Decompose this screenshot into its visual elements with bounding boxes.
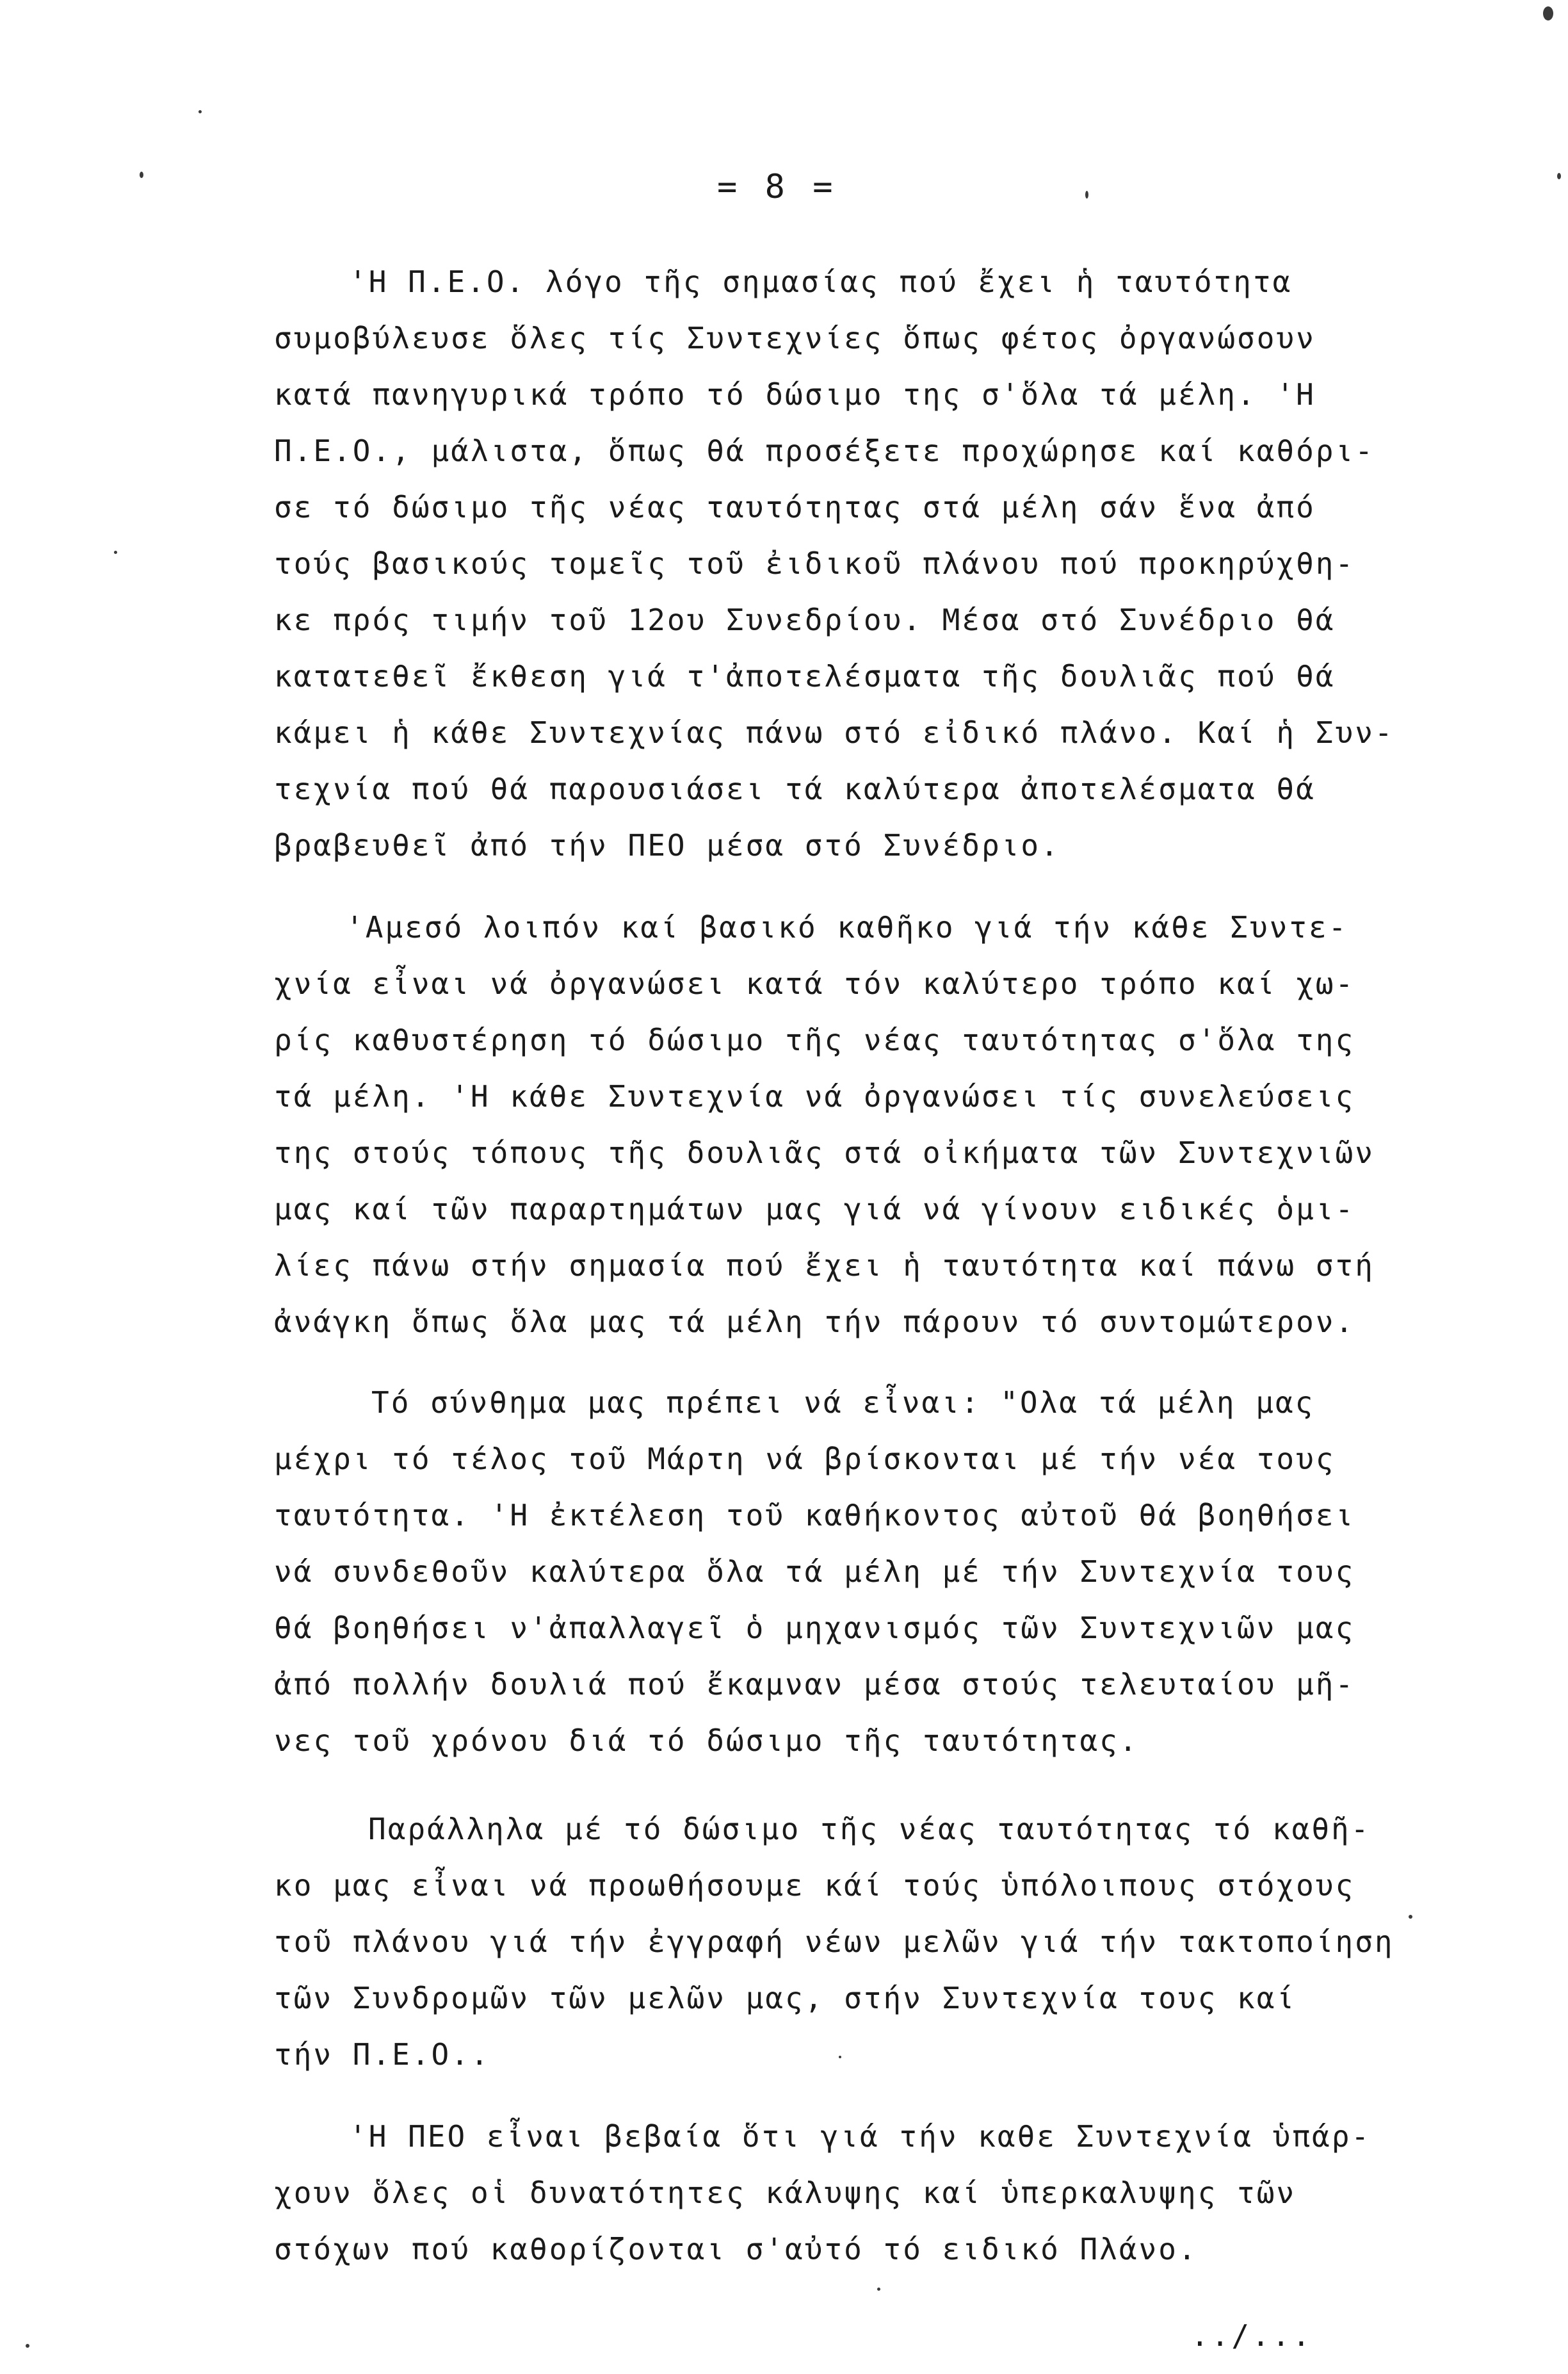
page-number: = 8 = — [717, 168, 837, 206]
text-line: 'Η ΠΕΟ εἶναι βεβαία ὅτι γιά τήν καθε Συντεχνία ὑπάρ- — [349, 2119, 1371, 2154]
scan-speck — [26, 2344, 29, 2348]
text-line: νες τοῦ χρόνου διά τό δώσιμο τῆς ταυτότητας. — [274, 1723, 1139, 1758]
text-line: ρίς καθυστέρηση τό δώσιμο τῆς νέας ταυτότητας σ'ὅλα της — [274, 1023, 1355, 1057]
text-line: μέχρι τό τέλος τοῦ Μάρτη νά βρίσκονται μέ τήν νέα τους — [274, 1442, 1336, 1476]
text-line: ταυτότητα. 'Η ἐκτέλεση τοῦ καθήκοντος αὐτοῦ θά βοηθήσει — [274, 1498, 1355, 1533]
text-line: της στούς τόπους τῆς δουλιᾶς στά οἰκήματα τῶν Συντεχνιῶν — [274, 1135, 1375, 1170]
scan-speck — [877, 2288, 880, 2291]
text-line: βραβευθεῖ ἀπό τήν ΠΕΟ μέσα στό Συνέδριο. — [274, 828, 1060, 863]
text-line: Τό σύνθημα μας πρέπει νά εἶναι: "Ολα τά μέλη μας — [371, 1385, 1315, 1420]
text-line: κάμει ἡ κάθε Συντεχνίας πάνω στό εἰδικό πλάνο. Καί ἡ Συν- — [274, 715, 1394, 750]
text-line: ἀπό πολλήν δουλιά πού ἔκαμναν μέσα στούς τελευταίου μῆ- — [274, 1667, 1355, 1702]
text-line: κο μας εἶναι νά προωθήσουμε κάί τούς ὑπόλοιπους στόχους — [274, 1868, 1355, 1903]
text-line: Παράλληλα μέ τό δώσιμο τῆς νέας ταυτότητας τό καθῆ- — [368, 1812, 1371, 1846]
text-line: συμοβύλευσε ὅλες τίς Συντεχνίες ὅπως φέτος ὀργανώσουν — [274, 321, 1316, 355]
scan-speck — [1543, 6, 1553, 20]
scan-speck — [839, 2056, 841, 2058]
text-line: χνία εἶναι νά ὀργανώσει κατά τόν καλύτερο τρόπο καί χω- — [274, 966, 1355, 1001]
text-line: τοῦ πλάνου γιά τήν ἐγγραφή νέων μελῶν γιά τήν τακτοποίηση — [274, 1924, 1394, 1959]
text-line: χουν ὅλες οἱ δυνατότητες κάλυψης καί ὑπερκαλυψης τῶν — [274, 2175, 1297, 2210]
scan-speck — [140, 172, 143, 178]
text-line: μας καί τῶν παραρτημάτων μας γιά νά γίνουν ειδικές ὁμι- — [274, 1192, 1355, 1226]
text-line: κατατεθεῖ ἔκθεση γιά τ'ἀποτελέσματα τῆς δουλιᾶς πού θά — [274, 659, 1336, 694]
text-line: κατά πανηγυρικά τρόπο τό δώσιμο της σ'ὅλα τά μέλη. 'Η — [274, 377, 1316, 412]
text-line: τούς βασικούς τομεῖς τοῦ ἐιδικοῦ πλάνου πού προκηρύχθη- — [274, 546, 1355, 581]
text-line: τεχνία πού θά παρουσιάσει τά καλύτερα ἀποτελέσματα θά — [274, 772, 1316, 806]
text-line: λίες πάνω στήν σημασία πού ἔχει ἡ ταυτότητα καί πάνω στή — [274, 1248, 1375, 1283]
scan-speck — [1557, 173, 1561, 179]
text-line: θά βοηθήσει ν'ἀπαλλαγεῖ ὁ μηχανισμός τῶν Συντεχνιῶν μας — [274, 1611, 1355, 1645]
continuation-mark: ../... — [1191, 2318, 1313, 2353]
text-line: κε πρός τιμήν τοῦ 12ου Συνεδρίου. Μέσα στό Συνέδριο θά — [274, 603, 1336, 637]
text-line: τήν Π.Ε.Ο.. — [274, 2037, 490, 2072]
text-line: τῶν Συνδρομῶν τῶν μελῶν μας, στήν Συντεχνία τους καί — [274, 1981, 1297, 2015]
text-line: ἀνάγκη ὅπως ὅλα μας τά μέλη τήν πάρουν τό συντομώτερον. — [274, 1305, 1355, 1339]
text-line: 'Αμεσό λοιπόν καί βασικό καθῆκο γιά τήν κάθε Συντε- — [346, 910, 1348, 945]
scan-speck — [198, 110, 202, 113]
scan-speck — [114, 551, 117, 554]
text-line: σε τό δώσιμο τῆς νέας ταυτότητας στά μέλη σάν ἕνα ἀπό — [274, 490, 1316, 524]
text-line: στόχων πού καθορίζονται σ'αὐτό τό ειδικό Πλάνο. — [274, 2232, 1198, 2266]
text-line: νά συνδεθοῦν καλύτερα ὅλα τά μέλη μέ τήν Συντεχνία τους — [274, 1554, 1355, 1589]
text-line: 'Η Π.Ε.Ο. λόγο τῆς σημασίας πού ἔχει ἡ ταυτότητα — [349, 264, 1293, 299]
text-line: τά μέλη. 'Η κάθε Συντεχνία νά ὀργανώσει τίς συνελεύσεις — [274, 1079, 1355, 1114]
text-line: Π.Ε.Ο., μάλιστα, ὅπως θά προσέξετε προχώρησε καί καθόρι- — [274, 434, 1375, 468]
scan-speck — [1409, 1915, 1412, 1919]
scan-speck — [1085, 191, 1088, 199]
